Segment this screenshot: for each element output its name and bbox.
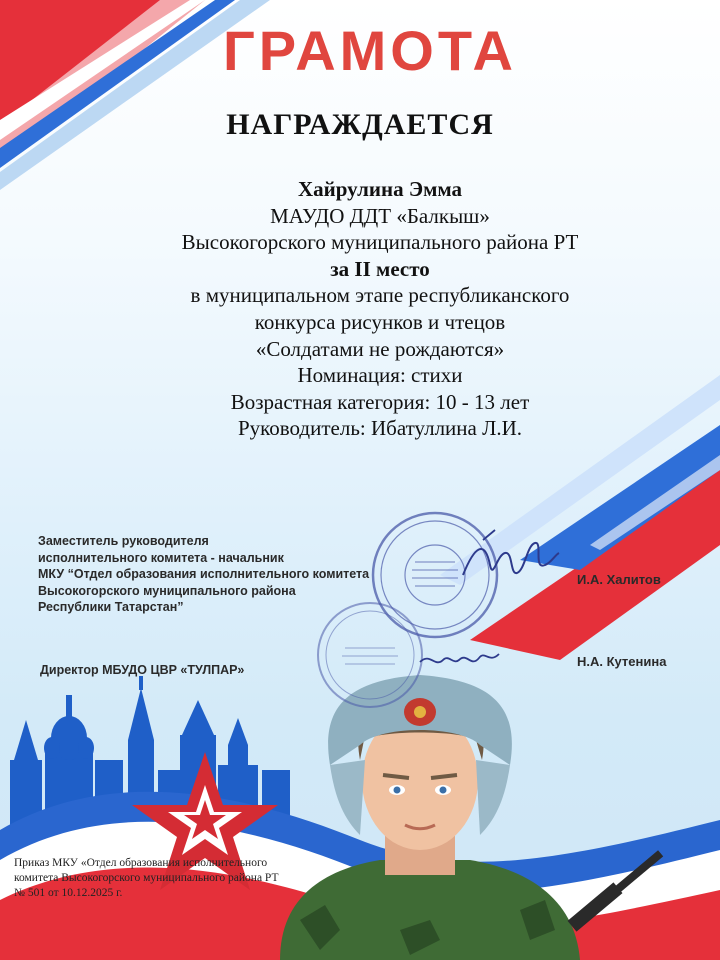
award-line-supervisor: Руководитель: Ибатуллина Л.И. <box>237 416 523 441</box>
award-line-contest: конкурса рисунков и чтецов <box>254 309 506 334</box>
order-line: Приказ МКУ «Отдел образования исполнительного <box>14 857 268 869</box>
order-reference <box>14 856 279 901</box>
signatory2-name: Н.А. Кутенина <box>577 654 667 669</box>
handwritten-signature-khalitov <box>455 525 565 595</box>
signatory1-position-line: Республики Татарстан” <box>38 600 184 614</box>
signatory1-position-line: МКУ “Отдел образования исполнительного комитета <box>38 567 370 581</box>
signatory1-position <box>38 533 369 616</box>
handwritten-signature-kutenina <box>415 640 505 680</box>
award-line-stage: в муниципальном этапе республиканского <box>190 283 570 308</box>
certificate-title <box>210 20 530 80</box>
signatory1-name: И.А. Халитов <box>577 572 661 587</box>
signatory1-position-line: Высокогорского муниципального района <box>38 583 296 598</box>
signatory1-position-line: исполнительного комитета - начальник <box>38 550 284 565</box>
award-line-place: за II место <box>330 256 430 281</box>
recipient-name: Хайрулина Эмма <box>297 177 463 201</box>
award-text-block <box>120 176 640 442</box>
signatory2-position: Директор МБУДО ЦВР «ТУЛПАР» <box>40 663 245 677</box>
award-line-age: Возрастная категория: 10 - 13 лет <box>230 389 530 414</box>
award-line-nomination: Номинация: стихи <box>297 363 463 388</box>
signatory1-position-line: Заместитель руководителя <box>38 534 209 548</box>
award-line-district: Высокогорского муниципального района РТ <box>181 230 579 255</box>
order-line: № 501 от 10.12.2025 г. <box>14 887 123 899</box>
svg-text:ГРАМОТА: ГРАМОТА <box>223 20 517 80</box>
award-line-school: МАУДО ДДТ «Балкыш» <box>270 203 490 228</box>
order-line: комитета Высокогорского муниципального района РТ <box>14 872 279 884</box>
award-line-contest-name: «Солдатами не рождаются» <box>255 336 505 361</box>
awarded-heading: НАГРАЖДАЕТСЯ <box>226 108 494 141</box>
